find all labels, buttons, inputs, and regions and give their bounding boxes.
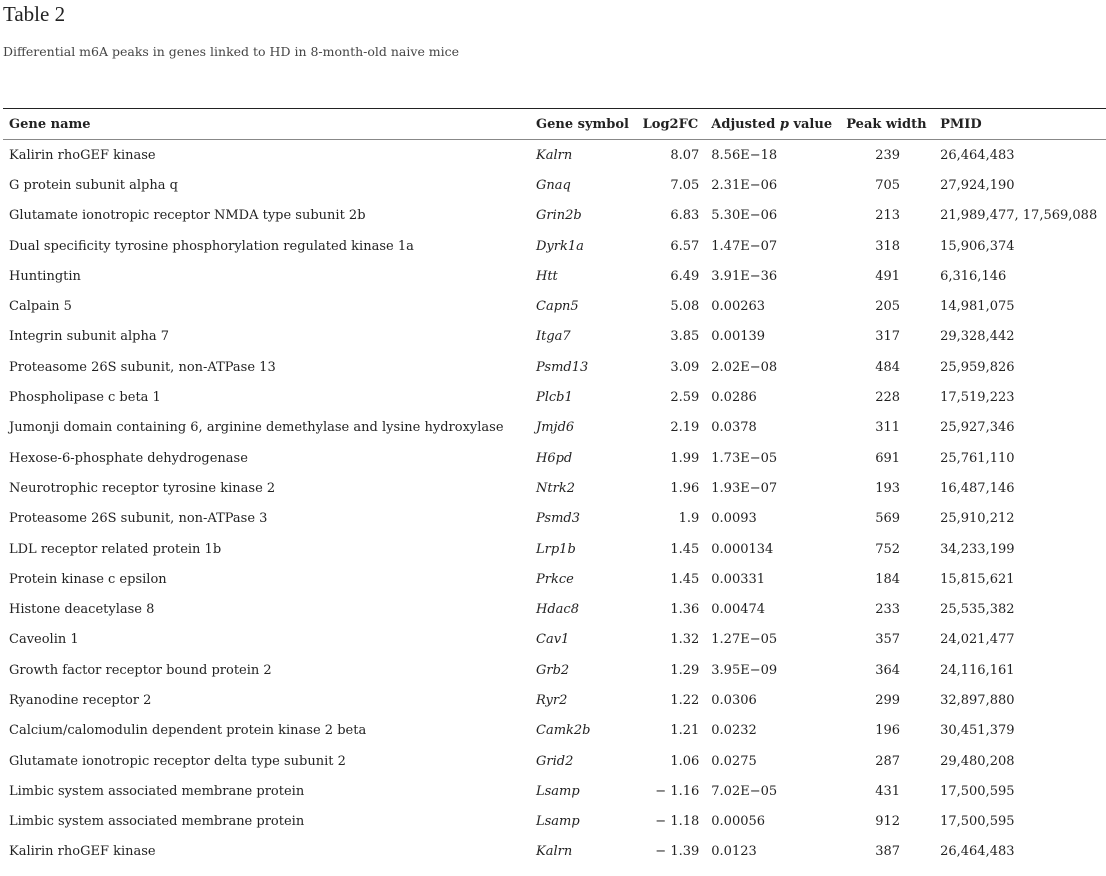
peak-width-cell: 233 <box>875 602 901 618</box>
header-adjusted-p-suffix: value <box>788 116 833 132</box>
peak-width-cell: 196 <box>875 723 901 739</box>
gene-symbol-cell: Kalrn <box>536 844 573 860</box>
header-adjusted-p <box>705 109 840 140</box>
gene-name-cell: Calpain 5 <box>9 299 72 315</box>
peak-width-cell: 205 <box>875 299 901 315</box>
table-row <box>3 534 1106 564</box>
gene-name-cell: Limbic system associated membrane protein <box>9 814 305 830</box>
adjusted-p-cell: 0.000134 <box>711 541 774 557</box>
peak-width-cell: 299 <box>875 692 901 708</box>
table-title: Table 2 <box>3 2 66 26</box>
log2fc-cell: 1.9 <box>678 511 700 527</box>
pmid-cell: 14,981,075 <box>940 299 1015 315</box>
adjusted-p-cell: 1.93E−07 <box>711 480 778 496</box>
table-row <box>3 837 1106 867</box>
peak-width-cell: 228 <box>875 390 901 406</box>
gene-name-cell: Protein kinase c epsilon <box>9 571 167 587</box>
pmid-cell: 24,116,161 <box>940 662 1015 678</box>
pmid-cell: 15,906,374 <box>940 238 1015 254</box>
gene-symbol-cell: Hdac8 <box>536 602 579 618</box>
adjusted-p-cell: 0.0275 <box>711 753 757 769</box>
gene-name-cell: Glutamate ionotropic receptor NMDA type subunit 2b <box>9 208 366 224</box>
gene-name-cell: Calcium/calomodulin dependent protein kinase 2 beta <box>9 723 367 739</box>
adjusted-p-cell: 8.56E−18 <box>711 147 778 163</box>
table-row <box>3 776 1106 806</box>
gene-table <box>3 108 1106 867</box>
header-gene-symbol: Gene symbol <box>536 116 629 132</box>
peak-width-cell: 484 <box>875 359 901 375</box>
gene-symbol-cell: Lrp1b <box>536 541 576 557</box>
pmid-cell: 32,897,880 <box>940 692 1015 708</box>
peak-width-cell: 317 <box>875 329 901 345</box>
adjusted-p-cell: 0.0232 <box>711 723 757 739</box>
peak-width-cell: 239 <box>875 147 901 163</box>
pmid-cell: 6,316,146 <box>940 268 1007 284</box>
peak-width-cell: 357 <box>875 632 901 648</box>
log2fc-cell: 8.07 <box>670 147 700 163</box>
header-gene-name: Gene name <box>9 116 91 132</box>
header-adjusted-p-italic: p <box>779 116 789 132</box>
log2fc-cell: 6.83 <box>670 208 700 224</box>
peak-width-cell: 705 <box>875 177 901 193</box>
gene-name-cell: Jumonji domain containing 6, arginine demethylase and lysine hydroxylase <box>9 420 504 436</box>
adjusted-p-cell: 0.00056 <box>711 814 766 830</box>
table-row <box>3 625 1106 655</box>
gene-symbol-cell: Jmjd6 <box>536 420 575 436</box>
table-row <box>3 594 1106 624</box>
adjusted-p-cell: 7.02E−05 <box>711 783 778 799</box>
peak-width-cell: 184 <box>875 571 901 587</box>
pmid-cell: 29,480,208 <box>940 753 1015 769</box>
log2fc-cell: 1.96 <box>670 480 700 496</box>
log2fc-cell: 1.32 <box>670 632 700 648</box>
log2fc-cell: 3.09 <box>670 359 700 375</box>
adjusted-p-cell: 0.0286 <box>711 390 757 406</box>
peak-width-cell: 431 <box>875 783 901 799</box>
gene-symbol-cell: Kalrn <box>536 147 573 163</box>
pmid-cell: 29,328,442 <box>940 329 1015 345</box>
table-row <box>3 564 1106 594</box>
pmid-cell: 25,761,110 <box>940 450 1015 466</box>
peak-width-cell: 691 <box>875 450 901 466</box>
table-row <box>3 382 1106 412</box>
adjusted-p-cell: 1.27E−05 <box>711 632 778 648</box>
table-row <box>3 746 1106 776</box>
table-row <box>3 473 1106 503</box>
log2fc-cell: 2.19 <box>670 420 700 436</box>
header-peak-width: Peak width <box>846 116 927 132</box>
pmid-cell: 26,464,483 <box>940 844 1015 860</box>
gene-name-cell: Huntingtin <box>9 268 81 284</box>
adjusted-p-cell: 1.73E−05 <box>711 450 778 466</box>
gene-symbol-cell: Dyrk1a <box>536 238 584 254</box>
pmid-cell: 26,464,483 <box>940 147 1015 163</box>
gene-name-cell: Dual specificity tyrosine phosphorylation regulated kinase 1a <box>9 238 414 254</box>
gene-symbol-cell: Ntrk2 <box>536 480 575 496</box>
log2fc-cell: 1.99 <box>670 450 700 466</box>
peak-width-cell: 213 <box>875 208 901 224</box>
gene-symbol-cell: Grid2 <box>536 753 574 769</box>
header-pmid: PMID <box>940 116 982 132</box>
gene-name-cell: Limbic system associated membrane protein <box>9 783 305 799</box>
adjusted-p-cell: 5.30E−06 <box>711 208 778 224</box>
table-row <box>3 655 1106 685</box>
table-row <box>3 201 1106 231</box>
log2fc-cell: 3.85 <box>670 329 700 345</box>
gene-symbol-cell: Plcb1 <box>536 390 573 406</box>
gene-name-cell: Growth factor receptor bound protein 2 <box>9 662 272 678</box>
log2fc-cell: 1.45 <box>670 541 700 557</box>
gene-symbol-cell: Itga7 <box>536 329 571 345</box>
gene-name-cell: Kalirin rhoGEF kinase <box>9 147 156 163</box>
peak-width-cell: 752 <box>875 541 901 557</box>
adjusted-p-cell: 0.00331 <box>711 571 766 587</box>
pmid-cell: 16,487,146 <box>940 480 1015 496</box>
adjusted-p-cell: 0.0378 <box>711 420 757 436</box>
adjusted-p-cell: 2.02E−08 <box>711 359 778 375</box>
gene-name-cell: Ryanodine receptor 2 <box>9 692 152 708</box>
adjusted-p-cell: 0.00139 <box>711 329 766 345</box>
pmid-cell: 17,519,223 <box>940 390 1015 406</box>
gene-symbol-cell: Capn5 <box>536 299 579 315</box>
table-row <box>3 443 1106 473</box>
gene-symbol-cell: Lsamp <box>536 783 580 799</box>
gene-name-cell: Neurotrophic receptor tyrosine kinase 2 <box>9 480 276 496</box>
peak-width-cell: 912 <box>875 814 901 830</box>
gene-symbol-cell: Psmd3 <box>536 511 580 527</box>
gene-symbol-cell: H6pd <box>536 450 573 466</box>
adjusted-p-cell: 0.00474 <box>711 602 766 618</box>
peak-width-cell: 491 <box>875 268 901 284</box>
adjusted-p-cell: 0.0093 <box>711 511 757 527</box>
table-row <box>3 807 1106 837</box>
pmid-cell: 30,451,379 <box>940 723 1015 739</box>
gene-name-cell: Integrin subunit alpha 7 <box>9 329 170 345</box>
pmid-cell: 25,959,826 <box>940 359 1015 375</box>
gene-name-cell: LDL receptor related protein 1b <box>9 541 222 557</box>
log2fc-cell: 5.08 <box>670 299 700 315</box>
pmid-cell: 15,815,621 <box>940 571 1015 587</box>
table-row <box>3 291 1106 321</box>
pmid-cell: 34,233,199 <box>940 541 1015 557</box>
table-row <box>3 140 1106 171</box>
adjusted-p-cell: 0.00263 <box>711 299 766 315</box>
table-row <box>3 685 1106 715</box>
gene-name-cell: Histone deacetylase 8 <box>9 602 155 618</box>
pmid-cell: 17,500,595 <box>940 814 1015 830</box>
adjusted-p-cell: 1.47E−07 <box>711 238 778 254</box>
table-row <box>3 716 1106 746</box>
log2fc-cell: 1.22 <box>670 692 700 708</box>
header-adjusted-p-prefix: Adjusted <box>711 116 780 132</box>
adjusted-p-cell: 3.91E−36 <box>711 268 778 284</box>
peak-width-cell: 387 <box>875 844 901 860</box>
table-row <box>3 504 1106 534</box>
pmid-cell: 25,910,212 <box>940 511 1015 527</box>
table-caption: Differential m6A peaks in genes linked to HD in 8-month-old naive mice <box>3 44 460 59</box>
header-log2fc: Log2FC <box>642 116 699 132</box>
log2fc-cell: 6.49 <box>670 268 700 284</box>
gene-symbol-cell: Lsamp <box>536 814 580 830</box>
gene-symbol-cell: Prkce <box>536 571 574 587</box>
table-row <box>3 261 1106 291</box>
gene-name-cell: Proteasome 26S subunit, non-ATPase 13 <box>9 359 276 375</box>
log2fc-cell: 1.29 <box>670 662 700 678</box>
pmid-cell: 21,989,477, 17,569,088 <box>940 208 1098 224</box>
pmid-cell: 27,924,190 <box>940 177 1015 193</box>
log2fc-cell: 1.36 <box>670 602 700 618</box>
log2fc-cell: 1.06 <box>670 753 700 769</box>
gene-symbol-cell: Cav1 <box>536 632 570 648</box>
pmid-cell: 17,500,595 <box>940 783 1015 799</box>
peak-width-cell: 193 <box>875 480 901 496</box>
log2fc-cell: 6.57 <box>670 238 700 254</box>
gene-name-cell: Proteasome 26S subunit, non-ATPase 3 <box>9 511 268 527</box>
peak-width-cell: 287 <box>875 753 901 769</box>
gene-name-cell: Hexose-6-phosphate dehydrogenase <box>9 450 248 466</box>
peak-width-cell: 569 <box>875 511 901 527</box>
gene-name-cell: Caveolin 1 <box>9 632 79 648</box>
gene-symbol-cell: Ryr2 <box>536 692 568 708</box>
gene-name-cell: G protein subunit alpha q <box>9 177 178 193</box>
header-row <box>3 109 1106 140</box>
peak-width-cell: 364 <box>875 662 901 678</box>
peak-width-cell: 311 <box>875 420 901 436</box>
log2fc-cell: 1.21 <box>670 723 700 739</box>
log2fc-cell: − 1.16 <box>655 783 700 799</box>
gene-name-cell: Kalirin rhoGEF kinase <box>9 844 156 860</box>
gene-symbol-cell: Gnaq <box>536 177 571 193</box>
log2fc-cell: 7.05 <box>670 177 700 193</box>
adjusted-p-cell: 0.0123 <box>711 844 757 860</box>
log2fc-cell: 1.45 <box>670 571 700 587</box>
pmid-cell: 24,021,477 <box>940 632 1015 648</box>
gene-symbol-cell: Htt <box>536 268 558 284</box>
adjusted-p-cell: 0.0306 <box>711 692 757 708</box>
table-row <box>3 352 1106 382</box>
gene-symbol-cell: Grin2b <box>536 208 582 224</box>
gene-symbol-cell: Grb2 <box>536 662 570 678</box>
gene-symbol-cell: Psmd13 <box>536 359 589 375</box>
table-row <box>3 231 1106 261</box>
adjusted-p-cell: 2.31E−06 <box>711 177 778 193</box>
gene-symbol-cell: Camk2b <box>536 723 591 739</box>
table-row <box>3 413 1106 443</box>
gene-name-cell: Glutamate ionotropic receptor delta type subunit 2 <box>9 753 346 769</box>
pmid-cell: 25,535,382 <box>940 602 1015 618</box>
peak-width-cell: 318 <box>875 238 901 254</box>
log2fc-cell: 2.59 <box>670 390 700 406</box>
table-row <box>3 322 1106 352</box>
log2fc-cell: − 1.18 <box>655 814 700 830</box>
gene-name-cell: Phospholipase c beta 1 <box>9 390 161 406</box>
table-row <box>3 170 1106 200</box>
log2fc-cell: − 1.39 <box>655 844 700 860</box>
pmid-cell: 25,927,346 <box>940 420 1015 436</box>
adjusted-p-cell: 3.95E−09 <box>711 662 778 678</box>
